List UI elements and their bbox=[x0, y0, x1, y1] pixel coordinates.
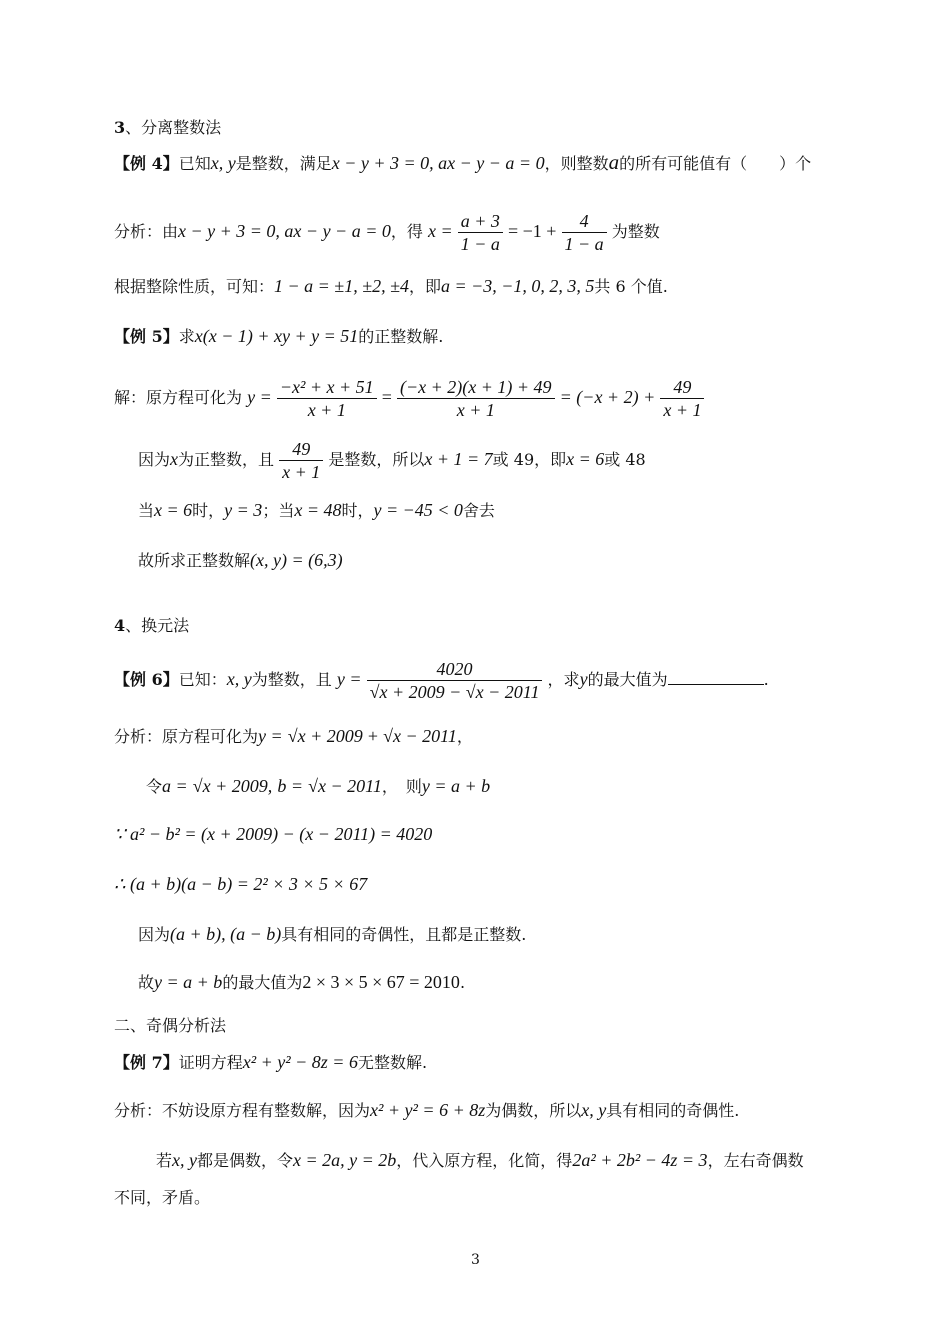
answer-blank bbox=[668, 668, 764, 685]
numerator: 49 bbox=[660, 376, 704, 399]
text: 为整数 bbox=[611, 222, 660, 241]
radicand: x − 2011 bbox=[393, 726, 457, 746]
numerator: 49 bbox=[279, 438, 323, 461]
text: 的正整数解. bbox=[358, 327, 444, 346]
math: x = 2a, y = 2b bbox=[293, 1150, 397, 1170]
denominator: √x + 2009 − √x − 2011 bbox=[369, 682, 540, 702]
math: (a + b), (a − b) bbox=[170, 924, 282, 944]
text: 已知 bbox=[178, 154, 211, 173]
section-title: 、换元法 bbox=[125, 616, 190, 635]
example-5-line-2 bbox=[138, 438, 646, 483]
example-6-analysis-5 bbox=[138, 922, 526, 947]
text: ，左右奇偶数 bbox=[707, 1151, 804, 1170]
text: 共 6 个值. bbox=[594, 277, 668, 296]
text: 为整数，且 bbox=[251, 670, 332, 689]
example-4-analysis bbox=[114, 210, 660, 255]
text: 分析：原方程可化为 bbox=[114, 727, 259, 746]
math: y = bbox=[247, 387, 272, 407]
text: 为偶数，所以 bbox=[485, 1101, 582, 1120]
example-5-line-4 bbox=[138, 548, 343, 573]
page-number: 3 bbox=[471, 1252, 480, 1268]
math: x, y bbox=[226, 669, 252, 689]
text: 若 bbox=[156, 1151, 173, 1170]
example-tag: 【例 4】 bbox=[114, 154, 179, 173]
text: 因为 bbox=[138, 450, 171, 469]
fraction bbox=[458, 210, 503, 255]
denominator: x + 1 bbox=[663, 400, 702, 420]
text: 故所求正整数解 bbox=[138, 551, 251, 570]
math: 2 × 3 × 5 × 67 = 2010 bbox=[302, 972, 460, 992]
numerator: (−x + 2)(x + 1) + 49 bbox=[397, 376, 555, 399]
text: 或 49，即 bbox=[492, 450, 567, 469]
math: x(x − 1) + xy + y = 51 bbox=[194, 326, 359, 346]
text: 因为 bbox=[138, 925, 171, 944]
math: x bbox=[170, 449, 179, 469]
math: y = −45 < 0 bbox=[373, 500, 463, 520]
math: x = 48 bbox=[294, 500, 342, 520]
text: ；当 bbox=[262, 501, 295, 520]
denominator: x + 1 bbox=[282, 462, 321, 482]
example-6-analysis-1: 分析：原方程可化为y = √x + 2009 + √x − 2011， bbox=[114, 726, 473, 746]
text: 时， bbox=[192, 501, 225, 520]
text: 证明方程 bbox=[178, 1053, 243, 1072]
example-5-solution bbox=[114, 376, 704, 421]
text: 当 bbox=[138, 501, 155, 520]
text: 解：原方程可化为 bbox=[114, 388, 243, 407]
math: y = a + b bbox=[421, 776, 491, 796]
math: x, y bbox=[172, 1150, 197, 1170]
example-6-statement bbox=[114, 658, 769, 703]
numerator: 4 bbox=[562, 210, 607, 233]
math: y = 3 bbox=[224, 500, 263, 520]
text: 的所有可能值有（ ）个 bbox=[619, 154, 812, 173]
text: . bbox=[763, 670, 769, 689]
math: = (−x + 2) + bbox=[559, 387, 656, 407]
example-6-analysis-2: 令a = √x + 2009, b = √x − 2011， 则y = a + b bbox=[146, 776, 491, 796]
math: = bbox=[381, 387, 392, 407]
denominator: 1 − a bbox=[460, 234, 500, 254]
example-7-analysis-3: 不同，矛盾。 bbox=[114, 1188, 211, 1207]
math: a bbox=[608, 150, 620, 174]
text: 分析：由 bbox=[114, 222, 179, 241]
radicand: x − 2011 bbox=[475, 682, 540, 702]
fraction bbox=[660, 376, 704, 421]
denominator: x + 1 bbox=[456, 400, 495, 420]
radicand: x + 2009 bbox=[379, 682, 445, 702]
example-6-analysis-6 bbox=[138, 970, 465, 995]
math: b = bbox=[277, 776, 304, 796]
math: x = 6 bbox=[566, 449, 605, 469]
example-6-analysis-3: ∵ a² − b² = (x + 2009) − (x − 2011) = 4020 bbox=[114, 824, 433, 844]
text: 是整数，所以 bbox=[328, 450, 425, 469]
text: ，求 bbox=[547, 670, 580, 689]
text: 故 bbox=[138, 973, 155, 992]
math: x, y bbox=[581, 1100, 607, 1120]
text: 的最大值为 bbox=[587, 670, 668, 689]
radicand: x − 2011 bbox=[318, 776, 382, 796]
section-number: 3 bbox=[114, 118, 126, 137]
math: x + 1 = 7 bbox=[424, 449, 493, 469]
numerator: a + 3 bbox=[458, 210, 503, 233]
example-tag: 【例 5】 bbox=[114, 327, 179, 346]
example-4-result bbox=[114, 274, 668, 299]
text: ，即 bbox=[408, 277, 441, 296]
fraction bbox=[562, 210, 607, 255]
math: x = 6 bbox=[154, 500, 193, 520]
section-number: 4 bbox=[114, 616, 126, 635]
text: 或 48 bbox=[604, 450, 646, 469]
example-5-line-3 bbox=[138, 498, 495, 523]
example-tag: 【例 6】 bbox=[114, 670, 179, 689]
fraction bbox=[279, 438, 323, 483]
math: (x, y) = (6,3) bbox=[250, 550, 343, 570]
math: 2a² + 2b² − 4z = 3 bbox=[572, 1150, 708, 1170]
math: y = bbox=[258, 726, 283, 746]
example-5-statement bbox=[114, 324, 443, 349]
denominator: 1 − a bbox=[564, 234, 604, 254]
math: x − y + 3 = 0, ax − y − a = 0 bbox=[331, 153, 545, 173]
numerator: −x² + x + 51 bbox=[277, 376, 377, 399]
math: x² + y² − 8z = 6 bbox=[242, 1052, 358, 1072]
text: 分析：不妨设原方程有整数解，因为 bbox=[114, 1101, 371, 1120]
math: x² + y² = 6 + 8z bbox=[370, 1100, 486, 1120]
text: 根据整除性质，可知： bbox=[114, 277, 275, 296]
text: ，代入原方程，化简，得 bbox=[396, 1151, 573, 1170]
numerator: 4020 bbox=[367, 658, 543, 681]
text: 为正整数，且 bbox=[178, 450, 275, 469]
section-heading-4 bbox=[114, 614, 189, 638]
text: . bbox=[459, 973, 466, 992]
math: 1 − a = ±1, ±2, ±4 bbox=[274, 276, 409, 296]
radicand: x + 2009, bbox=[202, 776, 273, 796]
math: a = −3, −1, 0, 2, 3, 5 bbox=[440, 276, 595, 296]
math: x = bbox=[427, 221, 453, 241]
math: = −1 + bbox=[507, 221, 557, 241]
text: 都是偶数，令 bbox=[197, 1151, 294, 1170]
example-6-analysis-4: ∴ (a + b)(a − b) = 2² × 3 × 5 × 67 bbox=[114, 874, 368, 894]
example-tag: 【例 7】 bbox=[114, 1053, 179, 1072]
text: 具有相同的奇偶性. bbox=[606, 1101, 740, 1120]
section-title: 、分离整数法 bbox=[125, 118, 222, 137]
example-7-analysis-2 bbox=[156, 1148, 804, 1173]
text: ， 则 bbox=[381, 777, 422, 796]
text: 已知： bbox=[178, 670, 227, 689]
fraction bbox=[367, 658, 543, 703]
example-7-analysis-1 bbox=[114, 1098, 739, 1123]
text: 令 bbox=[146, 777, 163, 796]
text: 无整数解. bbox=[357, 1053, 428, 1072]
text: 的最大值为 bbox=[222, 973, 303, 992]
fraction bbox=[397, 376, 555, 421]
section-heading-3 bbox=[114, 116, 221, 140]
section-heading-two: 二、奇偶分析法 bbox=[114, 1016, 227, 1035]
text: 具有相同的奇偶性，且都是正整数. bbox=[281, 925, 527, 944]
example-4-statement bbox=[114, 150, 811, 176]
fraction bbox=[277, 376, 377, 421]
math: y bbox=[579, 669, 588, 689]
math: − bbox=[449, 682, 462, 702]
text: 舍去 bbox=[462, 501, 495, 520]
math: y = a + b bbox=[154, 972, 223, 992]
math: a = bbox=[162, 776, 188, 796]
text: 求 bbox=[178, 327, 195, 346]
text: 是整数，满足 bbox=[235, 154, 332, 173]
radicand: x + 2009 bbox=[297, 726, 363, 746]
text: ，得 bbox=[390, 222, 423, 241]
example-7-statement bbox=[114, 1050, 427, 1075]
math: + bbox=[367, 726, 379, 746]
text: 时， bbox=[341, 501, 374, 520]
text: ，则整数 bbox=[544, 154, 609, 173]
text: ， bbox=[456, 727, 473, 746]
math: x, y bbox=[210, 153, 236, 173]
math: y = bbox=[336, 669, 362, 689]
math: x − y + 3 = 0, ax − y − a = 0 bbox=[178, 221, 391, 241]
denominator: x + 1 bbox=[307, 400, 346, 420]
